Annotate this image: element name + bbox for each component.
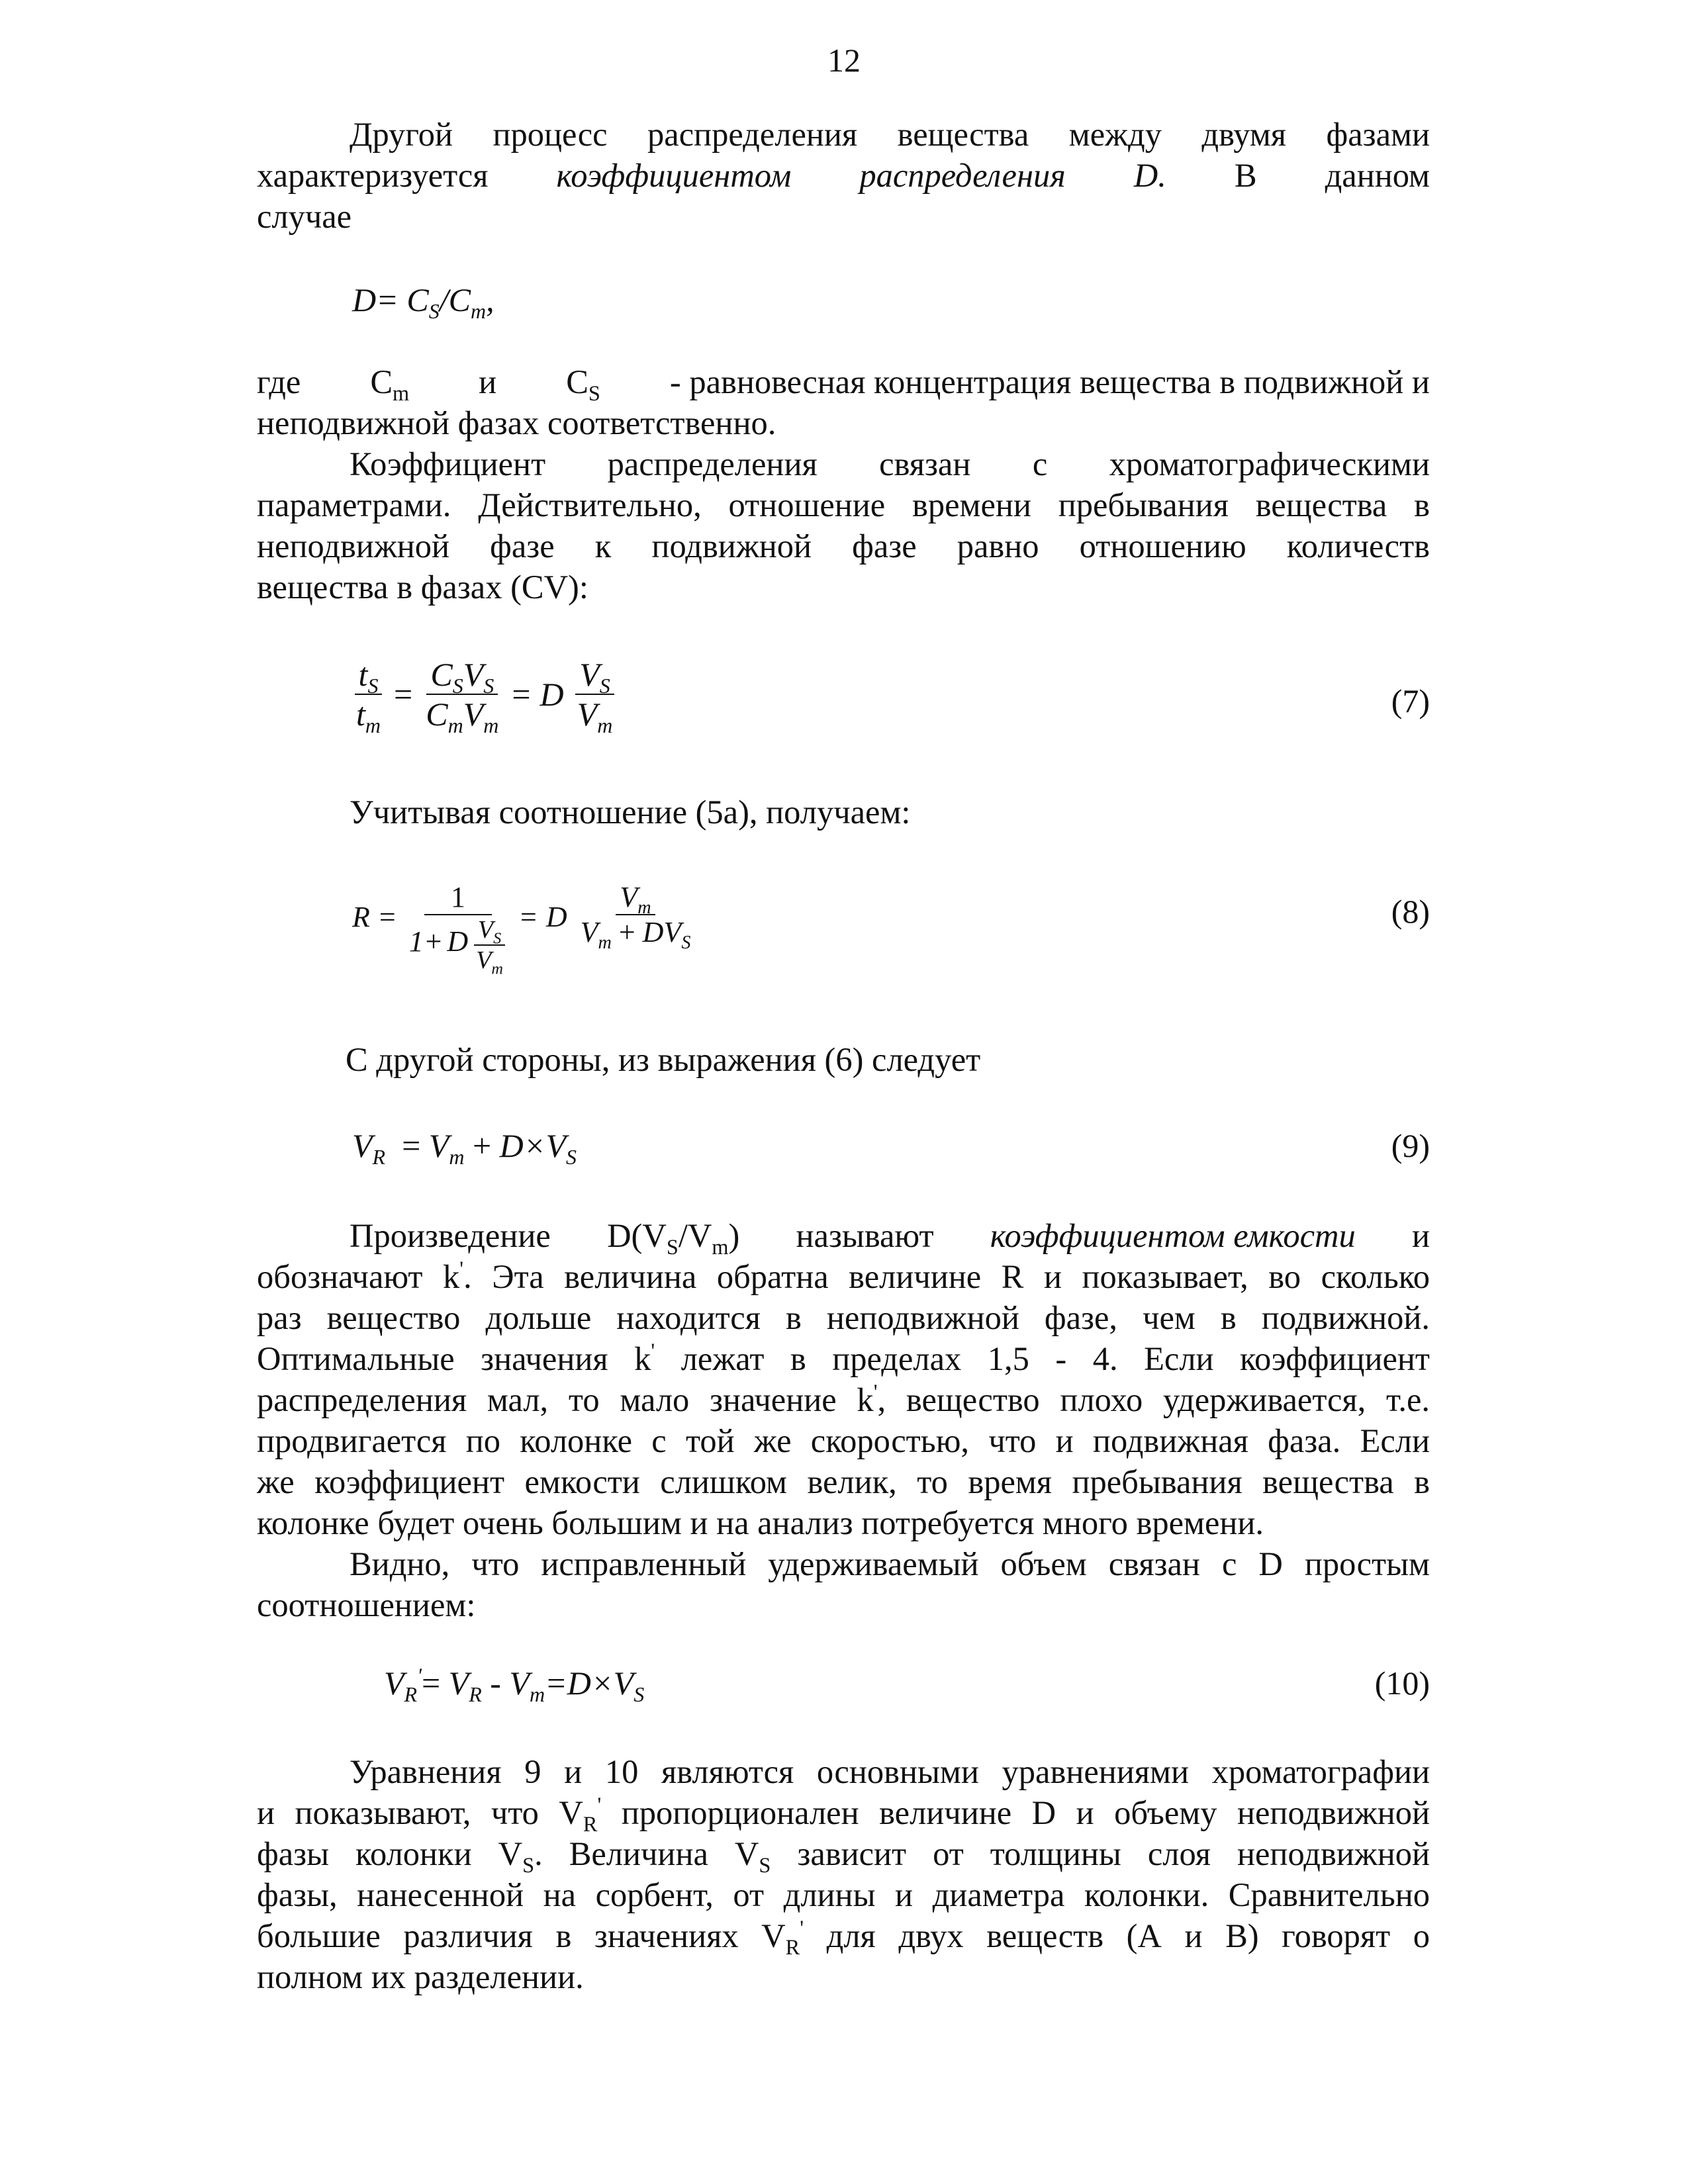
eq-d-slash: / xyxy=(439,281,449,318)
p1-word: В xyxy=(1234,157,1257,194)
eq8-equals: = xyxy=(379,901,396,933)
p1-line-3: случае xyxy=(257,198,352,235)
eq-d-lhs: D= xyxy=(352,281,399,318)
p6-line-8: колонке будет очень большим и на анализ потребуется много времени. xyxy=(257,1504,1264,1541)
eq8-d: D xyxy=(545,901,567,933)
eq8-r: R xyxy=(352,901,370,933)
eq-d-sub-m: m xyxy=(470,299,487,323)
p1-term-distribution: распределения xyxy=(859,157,1066,194)
eq8-frac-1: 1 1+ D $V_S$ $V_m$ xyxy=(405,880,511,975)
paragraph-7 xyxy=(257,1543,1430,1625)
eq9-number: (9) xyxy=(1391,1127,1430,1164)
p3-line-2: параметрами. Действительно, отношение времени пребывания вещества в xyxy=(257,486,1430,523)
p2-word: и xyxy=(479,363,497,400)
p6-line-1: Произведение $D(V_S/V_m)$ называют коэффициентом емкости и xyxy=(350,1217,1430,1259)
eq-d-c: C xyxy=(406,281,429,318)
eq7-frac-t: $\frac{t_S}{t_m}$ xyxy=(352,655,385,733)
p2-cs: $C_S$ xyxy=(566,363,600,406)
page-number: 12 xyxy=(827,42,861,79)
eq-d-c: C xyxy=(448,281,471,318)
p6-line-7: же коэффициент емкости слишком велик, то время пребывания вещества в xyxy=(257,1463,1430,1500)
eq8-number: (8) xyxy=(1391,893,1430,930)
p1-term-coefficient: коэффициентом xyxy=(556,157,792,194)
p2-line-1 xyxy=(257,361,1430,406)
p1-word: характеризуется xyxy=(257,157,489,194)
eq-d-comma: , xyxy=(486,281,494,318)
p1-line-2 xyxy=(257,155,1430,196)
eq7-d: D xyxy=(539,676,564,713)
equation-10: $V_R'= V_R - V_m=D\times V_S$ (10) xyxy=(257,1660,1430,1706)
paragraph-6 xyxy=(257,1215,1430,1543)
eq-d-sub-s: S xyxy=(428,299,440,323)
p2-word: где xyxy=(257,363,301,400)
p8-line-3: фазы колонки $V_S$. Величина $V_S$ зависит от толщины слоя неподвижной xyxy=(257,1835,1430,1878)
p6-line-4: Оптимальные значения k' лежат в пределах 1,5 - 4. Если коэффициент xyxy=(257,1339,1430,1377)
p3-line-1: Коэффициент распределения связан с хроматографическими xyxy=(350,445,1430,482)
eq8-frac-2: $V_m$ $V_m + DV_S$ xyxy=(580,881,691,953)
p6-line-5: распределения мал, то мало значение k', вещество плохо удерживается, т.е. xyxy=(257,1380,1430,1418)
p8-line-1: Уравнения 9 и 10 являются основными уравнениями хроматографии xyxy=(350,1753,1430,1790)
p3-line-3: неподвижной фазе к подвижной фазе равно отношению количеств xyxy=(257,527,1430,565)
eq10-number: (10) xyxy=(1374,1664,1430,1702)
equation-d xyxy=(352,277,882,323)
eq7-frac-cv: $C_SV_S$ $C_mV_m$ xyxy=(426,656,499,737)
eq8-equals: = xyxy=(520,901,537,933)
paragraph-1 xyxy=(257,114,1430,237)
p2-text: - равновесная концентрация вещества в подвижной и xyxy=(669,363,1430,400)
p1-term-d: D. xyxy=(1133,157,1166,194)
p8-line-2: и показывают, что $V_R'$ пропорционален величине D и объему неподвижной xyxy=(257,1793,1430,1837)
eq7-number: (7) xyxy=(1391,682,1430,719)
paragraph-2 xyxy=(257,361,1430,443)
equation-7 xyxy=(352,655,616,737)
p6-line-2: обозначают k'. Эта величина обратна величине R и показывает, во сколько xyxy=(257,1257,1430,1295)
p8-line-5: большие различия в значениях $V_R'$ для двух веществ (А и В) говорят о xyxy=(257,1916,1430,1960)
p3-line-4: вещества в фазах (CV): xyxy=(257,569,588,606)
p2-line-2: неподвижной фазах соответственно. xyxy=(257,404,776,441)
paragraph-3 xyxy=(257,443,1430,608)
p8-line-6: полном их разделении. xyxy=(257,1958,584,1995)
p8-line-4: фазы, нанесенной на сорбент, от длины и диаметра колонки. Сравнительно xyxy=(257,1876,1430,1913)
p6-line-6: продвигается по колонке с той же скоростью, что и подвижная фаза. Если xyxy=(257,1422,1430,1459)
equation-9: $V_R = V_m + D\times V_S$ (9) xyxy=(257,1122,1430,1169)
p1-word: данном xyxy=(1325,157,1430,194)
equation-8 xyxy=(352,880,694,978)
eq7-equals: = xyxy=(394,676,413,713)
paragraph-8 xyxy=(257,1751,1430,1997)
eq7-frac-v: $V_S$ $V_m$ xyxy=(573,655,617,733)
p1-line-1: Другой процесс распределения вещества между двумя фазами xyxy=(350,116,1430,153)
paragraph-4: Учитывая соотношение (5а), получаем: xyxy=(350,794,911,831)
p7-line-1: Видно, что исправленный удерживаемый объем связан с D простым xyxy=(350,1545,1430,1582)
p2-cm: $C_m$ xyxy=(370,363,410,406)
p7-line-2: соотношением: xyxy=(257,1586,476,1623)
p6-line-3: раз вещество дольше находится в неподвижной фазе, чем в подвижной. xyxy=(257,1299,1430,1336)
eq7-equals: = xyxy=(512,676,531,713)
paragraph-5: С другой стороны, из выражения (6) следует xyxy=(346,1041,981,1078)
